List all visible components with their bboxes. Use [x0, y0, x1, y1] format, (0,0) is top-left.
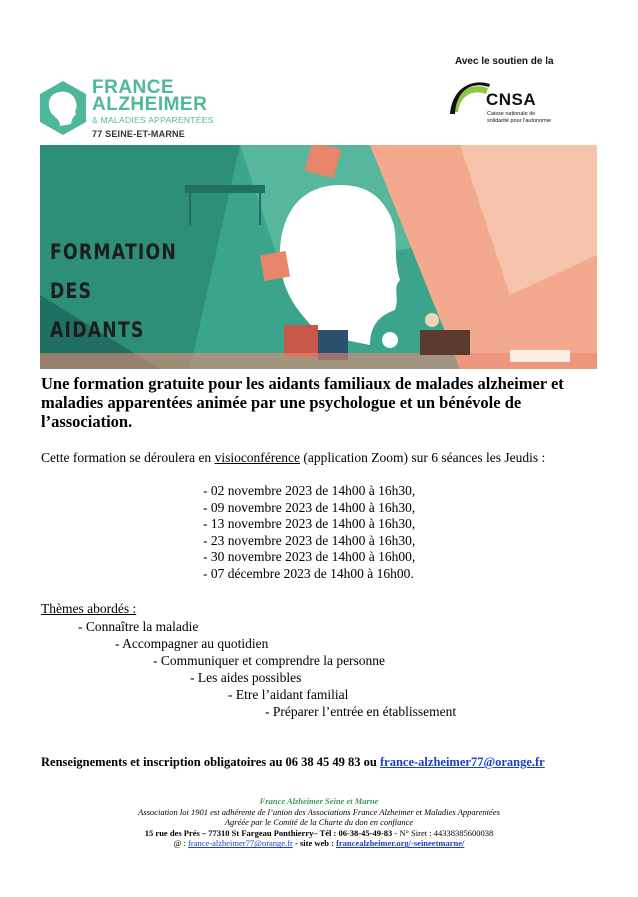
- schedule-link: visioconférence: [214, 450, 301, 465]
- schedule-line: [41, 450, 545, 466]
- theme-item: - Préparer l’entrée en établissement: [265, 704, 457, 719]
- date-item: - 30 novembre 2023 de 14h00 à 16h00,: [203, 549, 416, 565]
- theme-item: - Etre l’aidant familial: [228, 687, 349, 702]
- banner-title-line: FORMATION: [50, 240, 178, 264]
- contact-line: [41, 755, 545, 770]
- banner-title-line: DES: [50, 279, 93, 303]
- footer-web-prefix: - site web :: [292, 838, 337, 849]
- schedule-before: Cette formation se déroulera en: [41, 450, 215, 465]
- theme-item: - Communiquer et comprendre la personne: [153, 653, 386, 668]
- hexagon-head-logo-icon: [38, 80, 88, 136]
- footer-siret: - N° Siret : 44338385600038: [392, 827, 494, 838]
- france-alzheimer-logo: [38, 78, 238, 140]
- footer-line2: Agréée par le Comité de la Charte du don en confiance: [224, 817, 414, 828]
- logo-line-maladies: & MALADIES APPARENTÉES: [92, 115, 214, 125]
- footer-email-link[interactable]: france-alzheimer77@orange.fr: [188, 838, 293, 849]
- footer-address: 15 rue des Prés – 77310 St Fargeau Ponthierry– Tél : 06-38-45-49-83: [144, 827, 393, 838]
- theme-item: - Les aides possibles: [190, 670, 302, 685]
- footer-line3-wrap: [0, 828, 638, 839]
- footer-line4-wrap: [0, 838, 638, 849]
- themes-title: Thèmes abordés :: [41, 601, 137, 616]
- footer: [0, 796, 638, 849]
- cnsa-logo: [448, 78, 558, 138]
- footer-line1: Association loi 1901 est adhérente de l’union des Associations France Alzheimer et Maladies Apparentées: [138, 806, 500, 817]
- cnsa-swoosh-icon: [448, 78, 490, 118]
- footer-email-prefix: @ :: [173, 838, 189, 849]
- formation-banner: [40, 145, 597, 369]
- date-item: - 13 novembre 2023 de 14h00 à 16h30,: [203, 516, 416, 532]
- sponsor-label: Avec le soutien de la: [455, 56, 554, 67]
- banner-title: [50, 233, 205, 350]
- contact-text: Renseignements et inscription obligatoires au 06 38 45 49 83 ou: [41, 755, 381, 769]
- banner-title-line: AIDANTS: [50, 318, 145, 342]
- date-item: - 02 novembre 2023 de 14h00 à 16h30,: [203, 483, 416, 498]
- date-item: - 09 novembre 2023 de 14h00 à 16h30,: [203, 499, 416, 515]
- footer-web-link[interactable]: francealzheimer.org/-seineetmarne/: [336, 838, 465, 849]
- logo-line-department: 77 SEINE-ET-MARNE: [92, 129, 185, 139]
- logo-line-france: FRANCE: [92, 77, 175, 98]
- footer-org: France Alzheimer Seine et Marne: [259, 796, 379, 806]
- date-item: - 23 novembre 2023 de 14h00 à 16h30,: [203, 532, 416, 548]
- theme-item: - Accompagner au quotidien: [115, 636, 269, 651]
- theme-item: - Connaître la maladie: [78, 619, 199, 634]
- date-item: - 07 décembre 2023 de 14h00 à 16h00.: [203, 565, 414, 581]
- cnsa-name: CNSA: [486, 90, 537, 109]
- logo-line-alzheimer: ALZHEIMER: [92, 94, 208, 115]
- contact-email-link[interactable]: france-alzheimer77@orange.fr: [380, 755, 545, 769]
- intro-text: Une formation gratuite pour les aidants familiaux de malades alzheimer et maladies apparentées animée par une psychologue et un bénévole de l’association.: [41, 374, 564, 431]
- dates-list: [203, 483, 415, 583]
- cnsa-subtitle: Caisse nationale de solidarité pour l'autonomie: [487, 111, 552, 124]
- schedule-after: (application Zoom) sur 6 séances les Jeudis :: [300, 450, 546, 465]
